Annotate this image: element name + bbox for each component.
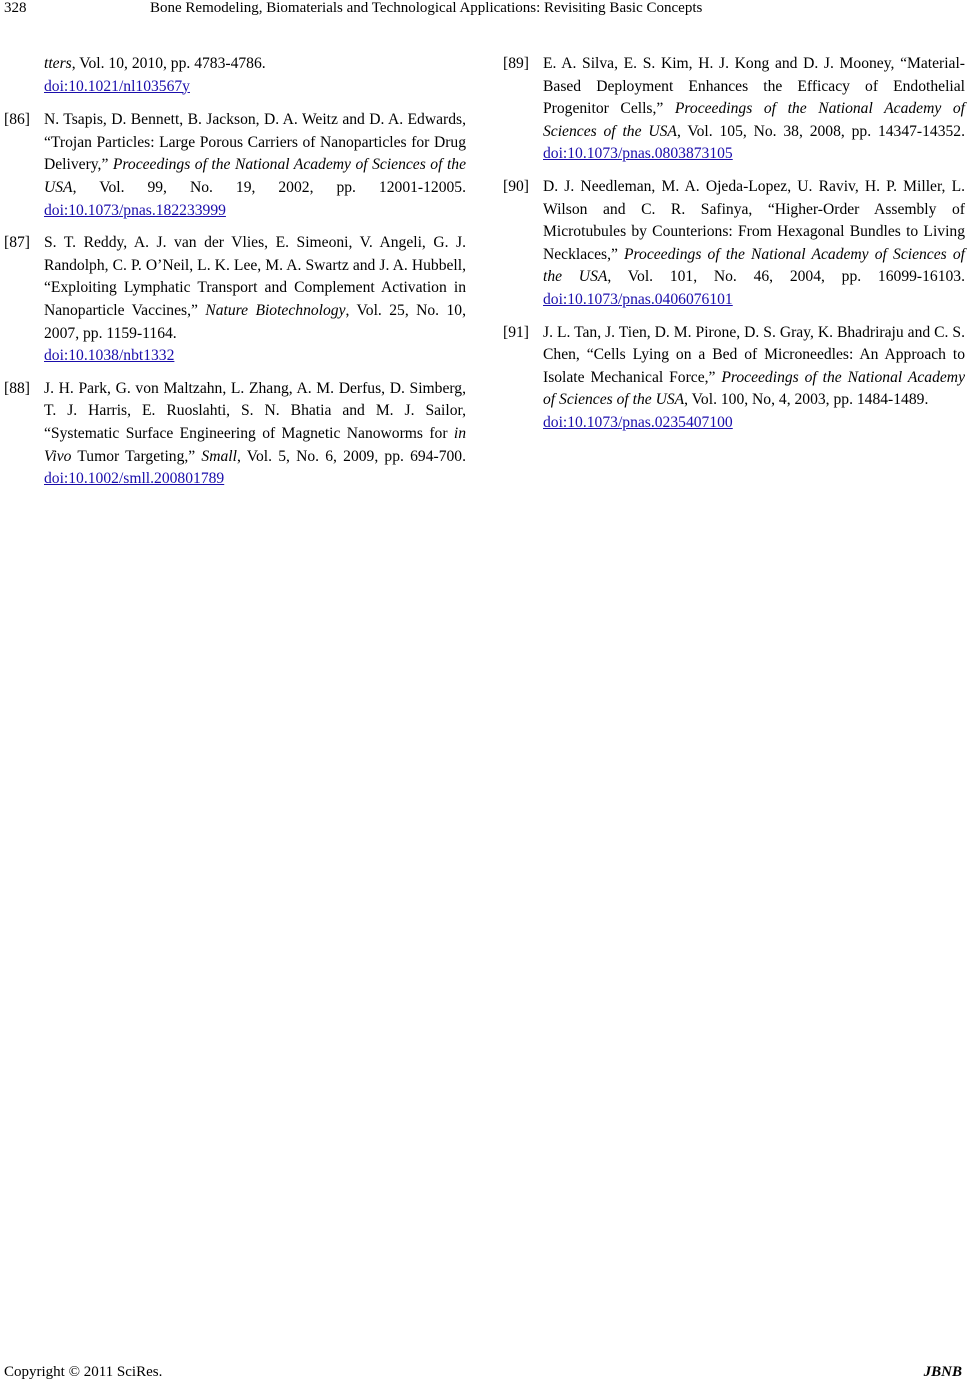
reference-87 [4,232,466,368]
reference-number: [91] [503,323,529,341]
journal-name: Proceedings of the National Academy of Sciences of the USA [543,100,965,140]
right-column [503,53,965,445]
reference-number: [86] [4,111,30,129]
reference-details: , Vol. 10, 2010, pp. 4783-4786. [71,55,266,72]
reference-details: , Vol. 101, No. 46, 2004, pp. 16099-16103. [607,268,965,286]
doi-link[interactable]: doi:10.1073/pnas.182233999 [44,201,226,219]
reference-authors-title: D. J. Needleman, M. A. Ojeda-Lopez, U. Raviv, H. P. Miller, L. Wilson and C. R. Safinya, “Higher-Order Assembly of Microtubules by Counterions: From Hexagonal Bundles to Living Necklaces,” [543,177,965,263]
reference-text [543,176,965,312]
reference-text [44,232,466,368]
doi-link[interactable]: doi:10.1073/pnas.0235407100 [543,413,733,431]
reference-91 [503,322,965,435]
left-column [4,53,466,501]
reference-number: [87] [4,234,30,252]
reference-title-tail: Tumor Targeting,” [71,447,202,465]
running-title: Bone Remodeling, Biomaterials and Technological Applications: Revisiting Basic Concepts [150,0,703,16]
reference-text [44,378,466,491]
journal-name: Proceedings of the National Academy of Sciences of the USA [543,368,965,409]
doi-link[interactable]: doi:10.1073/pnas.0803873105 [543,145,733,163]
reference-details: , Vol. 105, No. 38, 2008, pp. 14347-14352. [676,122,966,140]
journal-name: Small [201,447,237,465]
reference-89 [503,53,965,166]
journal-name: Proceedings of the National Academy of Sciences of the USA [44,156,467,196]
reference-text [543,322,965,435]
reference-86 [4,109,466,222]
doi-link[interactable]: doi:10.1038/nbt1332 [44,347,175,365]
reference-details: , Vol. 100, No, 4, 2003, pp. 1484-1489. [684,391,929,409]
reference-details: , Vol. 5, No. 6, 2009, pp. 694-700. [236,447,466,465]
journal-name: Nature Biotechnology [205,301,346,319]
reference-text [44,109,466,222]
page-header [0,0,968,22]
doi-link[interactable]: doi:10.1002/smll.200801789 [44,470,225,488]
journal-name: tters [44,55,72,72]
reference-authors-title: J. H. Park, G. von Maltzahn, L. Zhang, A. M. Derfus, D. Simberg, T. J. Harris, E. Ruoslahti, S. N. Bhatia and M. J. Sailor, “Systematic Surface Engineering of Magnetic Nanoworms for [44,379,466,442]
reference-number: [90] [503,177,529,195]
journal-name: Proceedings of the National Academy of Sciences of the USA [543,245,965,286]
reference-continuation [4,53,466,98]
journal-abbreviation: JBNB [923,1364,962,1380]
reference-88 [4,378,466,491]
title-italic: in Vivo [44,424,466,465]
reference-authors-title: N. Tsapis, D. Bennett, B. Jackson, D. A. Weitz and D. A. Edwards, “Trojan Particles: Large Porous Carriers of Nanoparticles for Drug Delivery,” [44,111,466,174]
reference-details: , Vol. 99, No. 19, 2002, pp. 12001-12005. [72,178,466,196]
page-number: 328 [4,0,27,16]
reference-number: [88] [4,379,30,397]
copyright-notice: Copyright © 2011 SciRes. [4,1364,163,1380]
reference-text [543,53,965,166]
doi-link[interactable]: doi:10.1021/nl103567y [44,77,190,95]
doi-link[interactable]: doi:10.1073/pnas.0406076101 [543,290,733,308]
reference-90 [503,176,965,312]
reference-authors-title: E. A. Silva, E. S. Kim, H. J. Kong and D. J. Mooney, “Material-Based Deployment Enhances the Efficacy of Endothelial Progenitor Cells,” [543,55,965,118]
reference-authors-title: J. L. Tan, J. Tien, D. M. Pirone, D. S. Gray, K. Bhadriraju and C. S. Chen, “Cells Lying on a Bed of Microneedles: An Approach to Isolate Mechanical Force,” [543,323,965,386]
reference-number: [89] [503,55,529,72]
reference-authors-title: S. T. Reddy, A. J. van der Vlies, E. Simeoni, V. Angeli, G. J. Randolph, C. P. O’Neil, L. K. Lee, M. A. Swartz and J. A. Hubbell, “Exploiting Lymphatic Transport and Complement Activation in Nanoparticle Vaccines,” [44,234,466,319]
reference-details: , Vol. 25, No. 10, 2007, pp. 1159-1164. [44,301,466,342]
